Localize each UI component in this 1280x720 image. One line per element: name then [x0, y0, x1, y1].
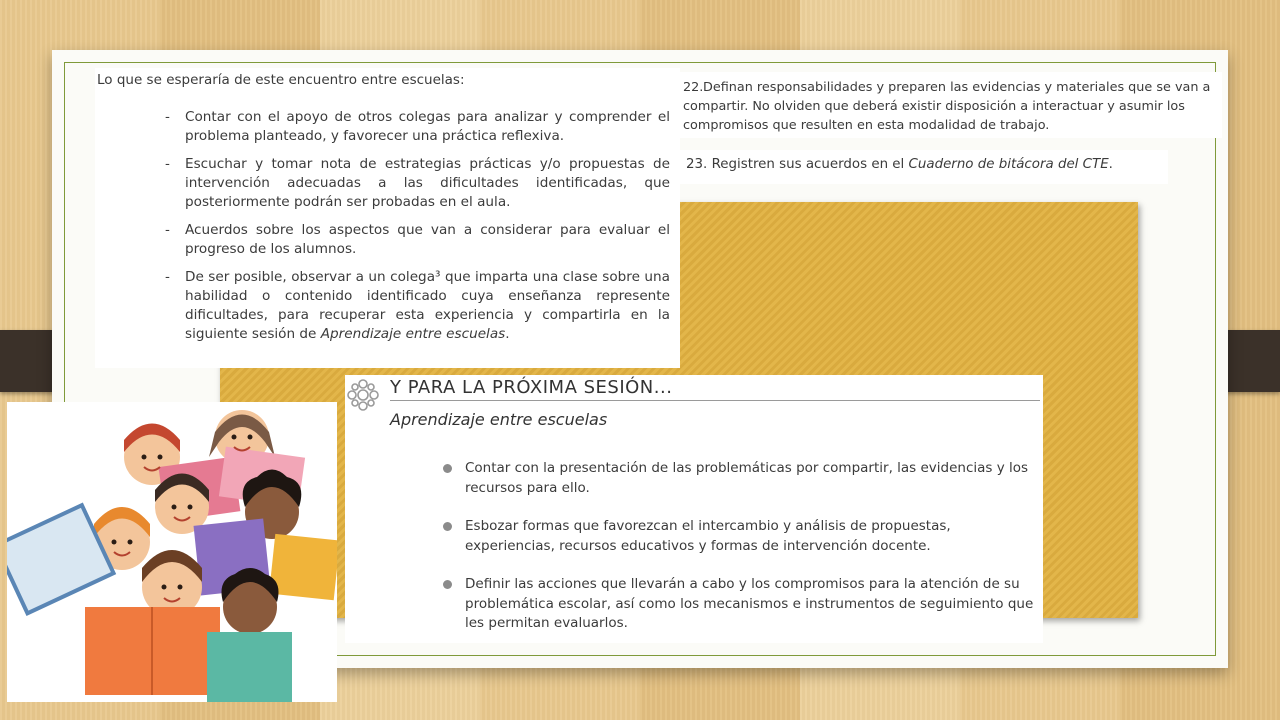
bullet-dot-icon	[443, 464, 452, 473]
instruction-22-clip	[680, 72, 1222, 138]
list-item: - Acuerdos sobre los aspectos que van a considerar para evaluar el progreso de los alumnos.	[165, 222, 670, 257]
list-item: - Escuchar y tomar nota de estrategias prácticas y/o propuestas de intervención adecuadas a las dificultades identificadas, que posteriormente podrán ser probadas en el aula.	[165, 156, 670, 210]
list-item: Definir las acciones que llevarán a cabo y los compromisos para la atención de su problemática escolar, así como los mecanismos e instrumentos de seguimiento que les permitan evaluarlos.	[465, 575, 1040, 634]
list-item: - Contar con el apoyo de otros colegas para analizar y comprender el problema planteado, y favorecer una práctica reflexiva.	[165, 109, 670, 144]
bullet-dot-icon	[443, 580, 452, 589]
dash-marker: -	[165, 269, 170, 285]
next-session-clip	[345, 375, 1043, 643]
next-session-list	[465, 459, 1040, 653]
list-item: Contar con la presentación de las problemáticas por compartir, las evidencias y los recursos para ello.	[465, 459, 1040, 498]
next-session-subtitle: Aprendizaje entre escuelas	[390, 410, 608, 429]
list-item: - De ser posible, observar a un colega³ que imparta una clase sobre una habilidad o contenido identificado cuya enseñanza represente dificultades, para recuperar esta experiencia y compartirla en la siguiente sesión de Aprendizaje entre escuelas.	[165, 269, 670, 342]
children-reading-books-icon	[7, 402, 337, 702]
item-number: 22.	[683, 80, 704, 95]
children-reading-illustration	[7, 402, 337, 702]
bullet-dot-icon	[443, 522, 452, 531]
expectations-intro: Lo que se esperaría de este encuentro entre escuelas:	[97, 72, 465, 88]
list-item: Esbozar formas que favorezcan el intercambio y análisis de propuestas, experiencias, recursos educativos y formas de intervención docente.	[465, 517, 1040, 556]
next-session-title: Y PARA LA PRÓXIMA SESIÓN...	[390, 377, 673, 398]
dash-marker: -	[165, 109, 170, 125]
flower-ornament-icon	[345, 377, 381, 413]
expectations-list	[165, 108, 670, 353]
dash-marker: -	[165, 222, 170, 238]
expectations-clip	[95, 68, 680, 368]
dash-marker: -	[165, 156, 170, 172]
instruction-23-clip: 23. Registren sus acuerdos en el Cuaderno de bitácora del CTE.	[680, 150, 1168, 184]
item-number: 23.	[686, 157, 708, 172]
title-divider	[390, 400, 1040, 401]
instruction-text: Definan responsabilidades y preparen las evidencias y materiales que se van a compartir. No olviden que deberá existir disposición a interactuar y asumir los compromisos que resulten en esta modalidad de trabajo.	[683, 80, 1211, 133]
